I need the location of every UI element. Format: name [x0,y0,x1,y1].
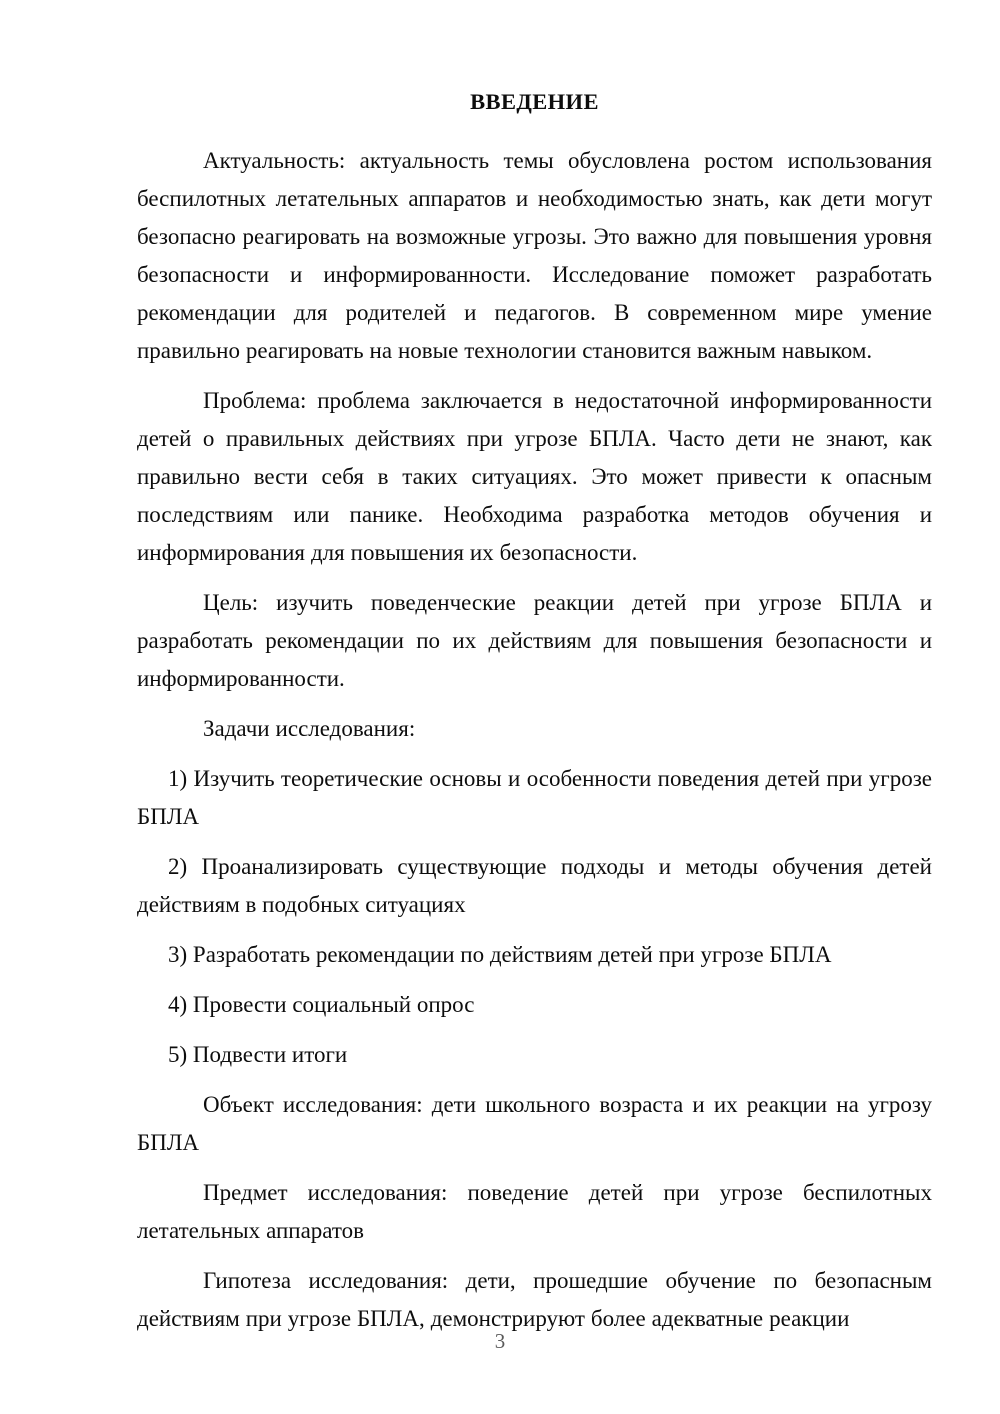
list-item: 5) Подвести итоги [168,1042,348,1068]
paragraph-subject: Предмет исследования: поведение детей при угрозе беспилотных летательных аппаратов [137,1180,932,1244]
page-title: ВВЕДЕНИЕ [470,89,599,114]
paragraph-object: Объект исследования: дети школьного возраста и их реакции на угрозу БПЛА [137,1092,932,1156]
paragraph-relevance: Актуальность: актуальность темы обусловлена ростом использования беспилотных летательных аппаратов и необходимостью знать, как дети могут безопасно реагировать на возможные угрозы. Это важно для повышения уровня безопасности и информированности. Исследование поможет разработать рекомендации для родителей и педагогов. В современном мире умение правильно реагировать на новые технологии становится важным навыком. [137,148,932,364]
page-number: 3 [494,1329,506,1353]
list-item: 1) Изучить теоретические основы и особенности поведения детей при угрозе БПЛА [137,766,932,830]
list-item: 2) Проанализировать существующие подходы и методы обучения детей действиям в подобных ситуациях [137,854,932,918]
page-content [137,88,932,1350]
list-item: 3) Разработать рекомендации по действиям детей при угрозе БПЛА [168,942,832,968]
tasks-heading: Задачи исследования: [203,716,416,742]
paragraph-hypothesis: Гипотеза исследования: дети, прошедшие обучение по безопасным действиям при угрозе БПЛА, демонстрируют более адекватные реакции [137,1268,932,1332]
list-item: 4) Провести социальный опрос [168,992,475,1018]
paragraph-problem: Проблема: проблема заключается в недостаточной информированности детей о правильных действиях при угрозе БПЛА. Часто дети не знают, как правильно вести себя в таких ситуациях. Это может привести к опасным последствиям или панике. Необходима разработка методов обучения и информирования для повышения их безопасности. [137,388,932,566]
paragraph-goal: Цель: изучить поведенческие реакции детей при угрозе БПЛА и разработать рекомендации по их действиям для повышения безопасности и информированности. [137,590,932,692]
